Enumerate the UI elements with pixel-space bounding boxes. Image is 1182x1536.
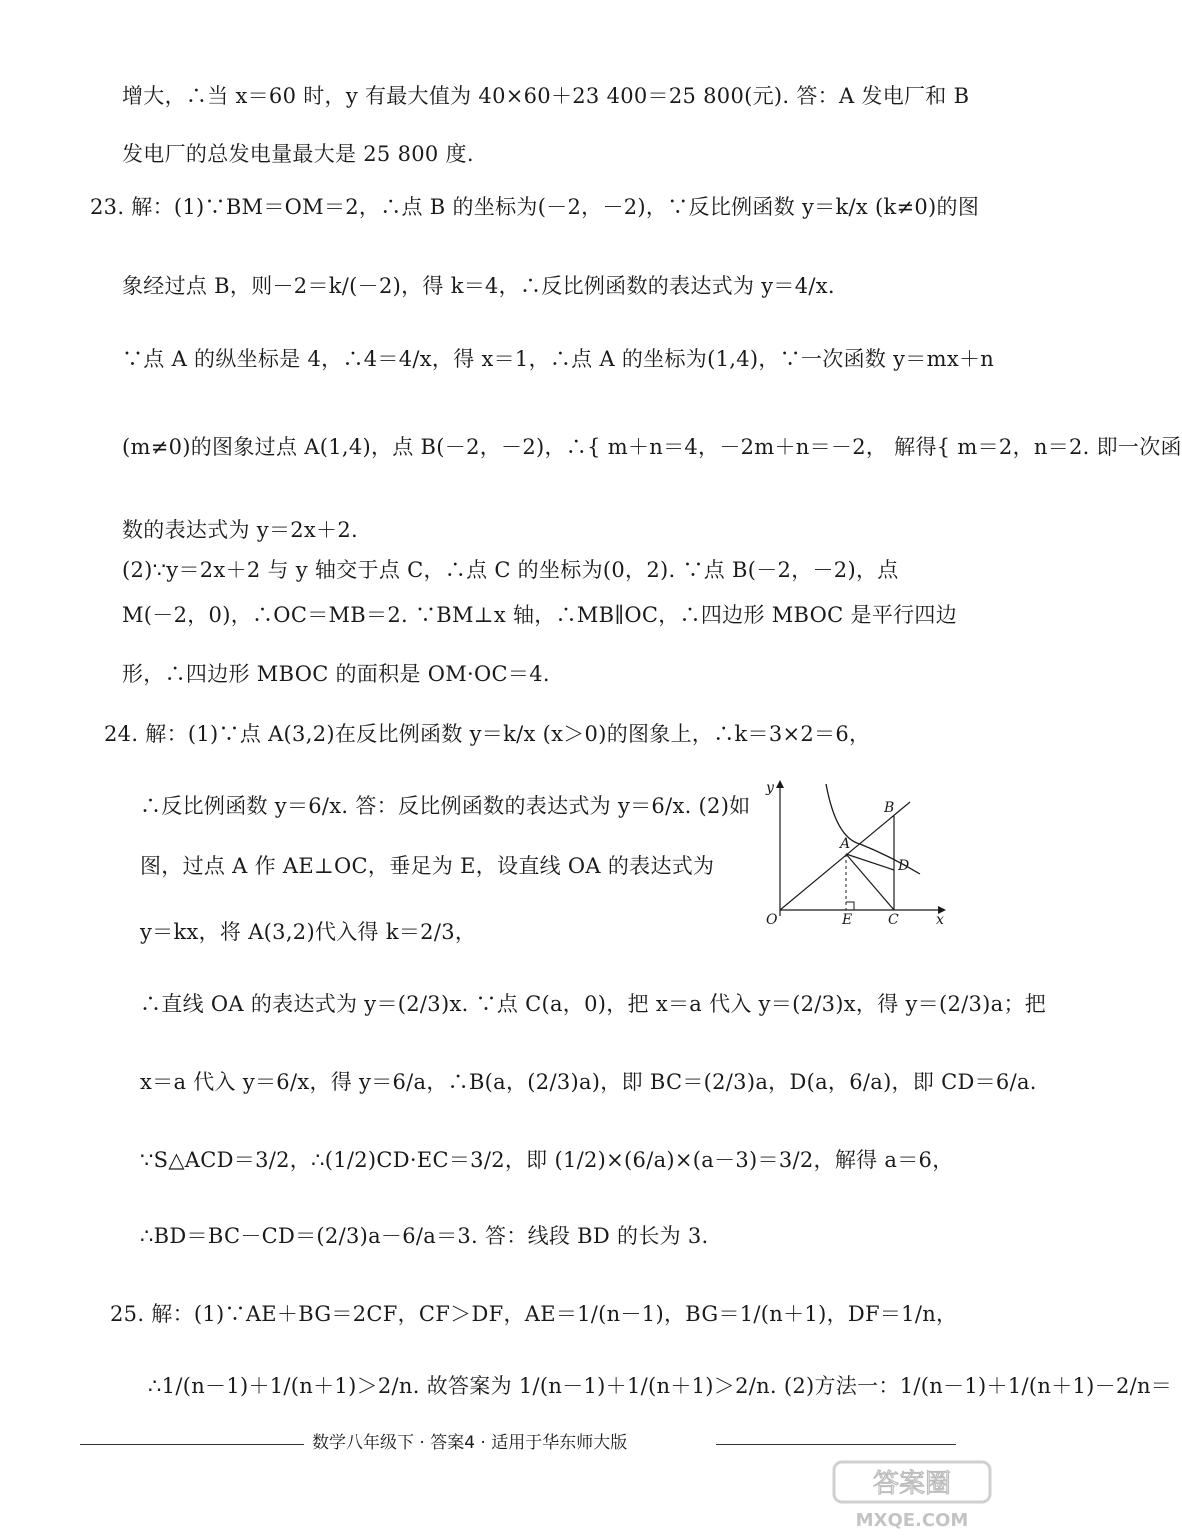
problem-23-line-5: 数的表达式为 y＝2x＋2.	[122, 518, 358, 542]
label-x: x	[936, 912, 944, 928]
problem-24-line-1: 24. 解：(1)∵点 A(3,2)在反比例函数 y＝k/x (x＞0)的图象上，∴k＝3×2＝6，	[104, 722, 871, 746]
label-a: A	[840, 836, 851, 852]
problem-24-line-4: y＝kx，将 A(3,2)代入得 k＝2/3，	[140, 920, 477, 944]
problem-24-line-2: ∴反比例函数 y＝6/x. 答：反比例函数的表达式为 y＝6/x. (2)如	[140, 794, 751, 818]
problem-23-line-2: 象经过点 B，则－2＝k/(－2)，得 k＝4，∴反比例函数的表达式为 y＝4/x.	[122, 274, 835, 298]
watermark-bottom: MXQE.COM	[855, 1510, 969, 1531]
problem-23-line-4: (m≠0)的图象过点 A(1,4)，点 B(－2，－2)，∴{ m＋n＝4，－2m＋n＝－2， 解得{ m＝2，n＝2. 即一次函	[122, 435, 1182, 459]
label-b: B	[884, 800, 895, 816]
y-axis-arrow	[776, 780, 784, 788]
label-y: y	[766, 780, 774, 796]
problem-23-line-1: 23. 解：(1)∵BM＝OM＝2，∴点 B 的坐标为(－2，－2)，∵反比例函数 y＝k/x (k≠0)的图	[90, 195, 980, 219]
coordinate-figure	[760, 778, 950, 928]
problem-23-part2-line-3: 形，∴四边形 MBOC 的面积是 OM·OC＝4.	[122, 662, 550, 686]
problem-23-part2-line-1: (2)∵y＝2x＋2 与 y 轴交于点 C，∴点 C 的坐标为(0，2). ∵点 B(－2，－2)，点	[122, 558, 899, 582]
label-d: D	[898, 858, 910, 874]
right-angle-mark	[846, 902, 854, 910]
label-c: C	[888, 912, 899, 928]
watermark-top: 答案圈	[872, 1469, 952, 1499]
label-e: E	[842, 912, 853, 928]
footer-rule-right	[716, 1444, 956, 1445]
footer-text: 数学八年级下 · 答案4 · 适用于华东师大版	[312, 1433, 628, 1453]
problem-23-part2-line-2: M(－2，0)，∴OC＝MB＝2. ∵BM⊥x 轴，∴MB∥OC，∴四边形 MBOC 是平行四边	[122, 603, 958, 627]
label-o: O	[766, 912, 778, 928]
watermark-logo	[832, 1460, 992, 1532]
problem-25-line-2: ∴1/(n－1)＋1/(n＋1)＞2/n. 故答案为 1/(n－1)＋1/(n＋1)＞2/n. (2)方法一：1/(n－1)＋1/(n＋1)－2/n＝	[148, 1374, 1173, 1398]
problem-24-line-6: x＝a 代入 y＝6/x，得 y＝6/a，∴B(a，(2/3)a)，即 BC＝(2/3)a，D(a，6/a)，即 CD＝6/a.	[140, 1070, 1037, 1094]
text-line-2: 发电厂的总发电量最大是 25 800 度.	[122, 142, 474, 166]
text-line-1: 增大，∴当 x＝60 时，y 有最大值为 40×60＋23 400＝25 800(元). 答：A 发电厂和 B	[122, 84, 970, 108]
problem-24-line-3: 图，过点 A 作 AE⊥OC，垂足为 E，设直线 OA 的表达式为	[140, 854, 715, 878]
problem-25-line-1: 25. 解：(1)∵AE＋BG＝2CF，CF＞DF，AE＝1/(n－1)，BG＝1/(n＋1)，DF＝1/n，	[110, 1302, 958, 1326]
line-oa	[780, 802, 910, 910]
problem-23-line-3: ∵点 A 的纵坐标是 4，∴4＝4/x，得 x＝1，∴点 A 的坐标为(1,4)，∵一次函数 y＝mx＋n	[122, 347, 995, 371]
problem-24-line-5: ∴直线 OA 的表达式为 y＝(2/3)x. ∵点 C(a，0)，把 x＝a 代入 y＝(2/3)x，得 y＝(2/3)a；把	[140, 992, 1047, 1016]
problem-24-line-8: ∴BD＝BC－CD＝(2/3)a－6/a＝3. 答：线段 BD 的长为 3.	[140, 1224, 709, 1248]
problem-24-line-7: ∵S△ACD＝3/2，∴(1/2)CD·EC＝3/2，即 (1/2)×(6/a)×(a－3)＝3/2，解得 a＝6，	[140, 1148, 954, 1172]
footer-rule-left	[80, 1444, 304, 1445]
